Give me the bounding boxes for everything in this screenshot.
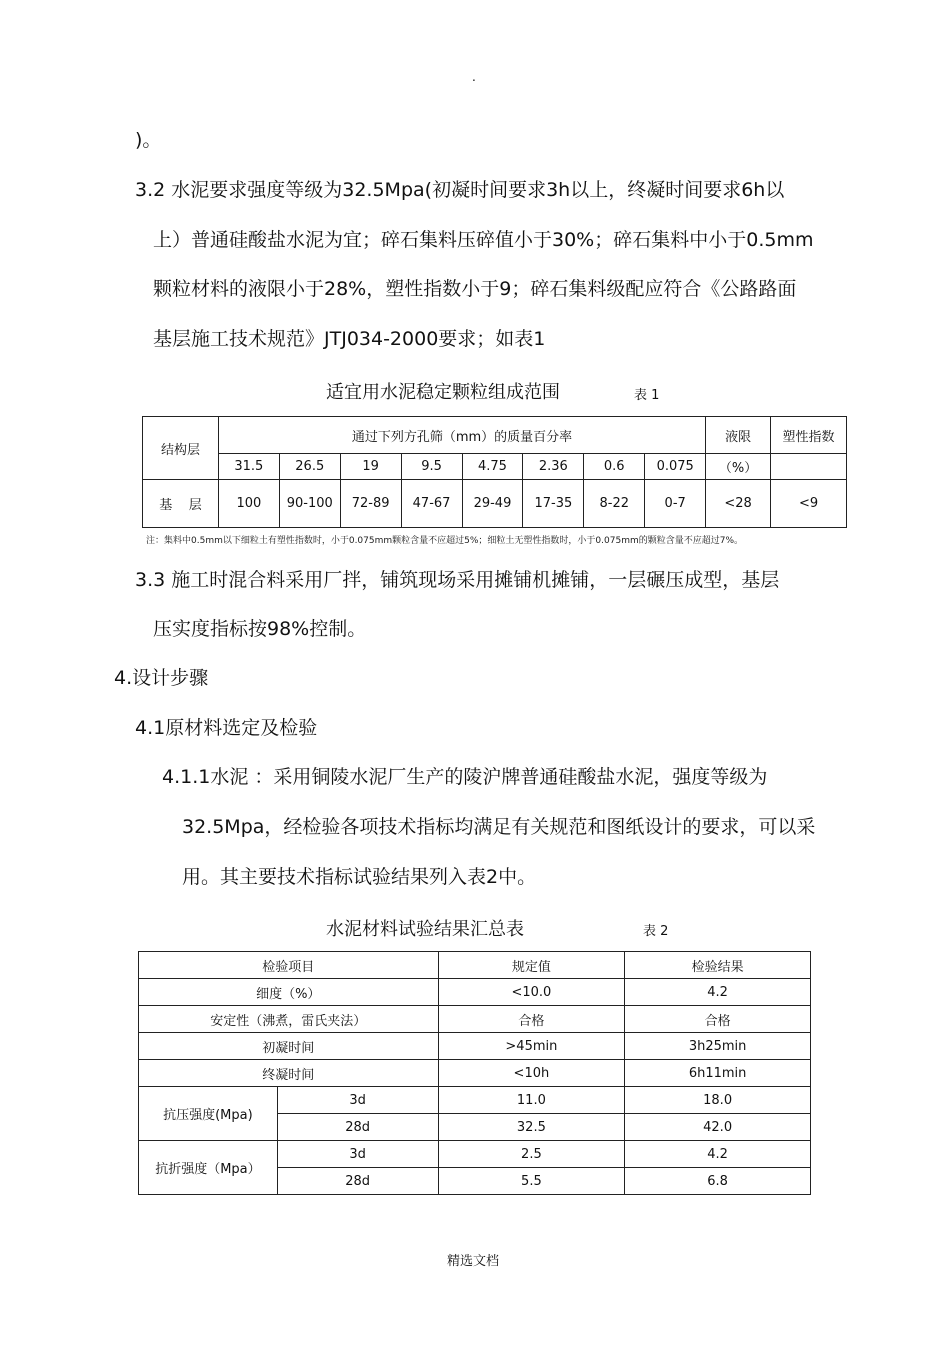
paragraph-3-2-line-1: 3.2 水泥要求强度等级为32.5Mpa(初凝时间要求3h以上，终凝时间要求6h以 <box>135 179 785 201</box>
paragraph-3-3-line-1: 3.3 施工时混合料采用厂拌，铺筑现场采用摊铺机摊铺，一层碾压成型，基层 <box>135 569 780 591</box>
paragraph-4-1-1-line-1: 4.1.1水泥 ：采用铜陵水泥厂生产的陵沪牌普通硅酸盐水泥，强度等级为 <box>162 766 768 788</box>
paragraph-3-2-line-2: 上）普通硅酸盐水泥为宜；碎石集料压碎值小于30%；碎石集料中小于0.5mm <box>153 229 814 251</box>
paragraph-3-3-line-2: 压实度指标按98%控制。 <box>153 618 367 640</box>
table1-row-label: 基 层 <box>143 480 219 528</box>
table2-cement-results <box>138 951 811 1195</box>
table1-number: 表 1 <box>634 388 660 403</box>
table2-header-result: 检验结果 <box>625 952 811 979</box>
table2-number: 表 2 <box>643 924 669 939</box>
table1-value: 90-100 <box>279 480 340 528</box>
table2-age: 3d <box>277 1141 438 1168</box>
table1-value: 47-67 <box>401 480 462 528</box>
table2-result: 18.0 <box>625 1087 811 1114</box>
table1-sieve: 2.36 <box>523 454 584 480</box>
table1-header-structure: 结构层 <box>143 417 219 480</box>
table1-value: 8-22 <box>584 480 645 528</box>
paragraph-3-2-line-3: 颗粒材料的液限小于28%，塑性指数小于9；碎石集料级配应符合《公路路面 <box>153 278 797 300</box>
table2-age: 28d <box>277 1114 438 1141</box>
table1-value: 17-35 <box>523 480 584 528</box>
paragraph-4-1-1-line-3: 用。其主要技术指标试验结果列入表2中。 <box>182 866 537 888</box>
table1-header-pass: 通过下列方孔筛（mm）的质量百分率 <box>218 417 705 454</box>
heading-4: 4.设计步骤 <box>114 667 209 689</box>
paragraph-4-1-1-line-2: 32.5Mpa，经检验各项技术指标均满足有关规范和图纸设计的要求，可以采 <box>182 816 816 838</box>
table2-item: 细度（%） <box>139 979 439 1006</box>
page-header-dot: . <box>472 70 476 84</box>
table2-result: 6h11min <box>625 1060 811 1087</box>
table1-value: 100 <box>218 480 279 528</box>
table2-age: 28d <box>277 1168 438 1195</box>
table2-result: 6.8 <box>625 1168 811 1195</box>
table1-sieve: 9.5 <box>401 454 462 480</box>
table2-item: 安定性（沸煮，雷氏夹法） <box>139 1006 439 1033</box>
table2-spec: 5.5 <box>438 1168 625 1195</box>
table2-caption: 水泥材料试验结果汇总表 <box>326 919 524 940</box>
table2-spec: 11.0 <box>438 1087 625 1114</box>
paragraph-close: )。 <box>135 129 162 151</box>
table1-value: 0-7 <box>645 480 706 528</box>
table2-spec: >45min <box>438 1033 625 1060</box>
table1-gradation <box>142 416 847 528</box>
table1-value: 72-89 <box>340 480 401 528</box>
table2-spec: <10.0 <box>438 979 625 1006</box>
table2-spec: <10h <box>438 1060 625 1087</box>
table2-spec: 2.5 <box>438 1141 625 1168</box>
table1-plasticity-index-value: <9 <box>771 480 847 528</box>
table2-result: 4.2 <box>625 979 811 1006</box>
table1-sieve: 31.5 <box>218 454 279 480</box>
table2-age: 3d <box>277 1087 438 1114</box>
table1-sieve: 4.75 <box>462 454 523 480</box>
table1-sieve: 0.6 <box>584 454 645 480</box>
table1-sieve: 26.5 <box>279 454 340 480</box>
table1-header-liquid-limit: 液限 <box>706 417 771 454</box>
page-footer: 精选文档 <box>447 1254 500 1269</box>
table2-spec: 32.5 <box>438 1114 625 1141</box>
table1-caption: 适宜用水泥稳定颗粒组成范围 <box>326 382 560 403</box>
table1-header-plasticity-index: 塑性指数 <box>771 417 847 454</box>
table2-spec: 合格 <box>438 1006 625 1033</box>
table1-liquid-limit-unit: （%） <box>706 454 771 480</box>
table2-result: 3h25min <box>625 1033 811 1060</box>
heading-4-1: 4.1原材料选定及检验 <box>135 717 318 739</box>
table2-result: 4.2 <box>625 1141 811 1168</box>
table1-liquid-limit-value: <28 <box>706 480 771 528</box>
table1-value: 29-49 <box>462 480 523 528</box>
table1-note: 注：集料中0.5mm以下细粒土有塑性指数时，小于0.075mm颗粒含量不应超过5%；细粒土无塑性指数时，小于0.075mm的颗粒含量不应超过7%。 <box>146 536 744 546</box>
table2-result: 合格 <box>625 1006 811 1033</box>
table2-header-item: 检验项目 <box>139 952 439 979</box>
table2-header-spec: 规定值 <box>438 952 625 979</box>
table2-item: 初凝时间 <box>139 1033 439 1060</box>
table2-result: 42.0 <box>625 1114 811 1141</box>
table2-item: 终凝时间 <box>139 1060 439 1087</box>
table1-empty-cell <box>771 454 847 480</box>
paragraph-3-2-line-4: 基层施工技术规范》JTJ034-2000要求；如表1 <box>153 328 546 350</box>
table1-sieve: 0.075 <box>645 454 706 480</box>
table1-sieve: 19 <box>340 454 401 480</box>
table2-flexural-label: 抗折强度（Mpa） <box>139 1141 278 1195</box>
table2-compressive-label: 抗压强度(Mpa) <box>139 1087 278 1141</box>
